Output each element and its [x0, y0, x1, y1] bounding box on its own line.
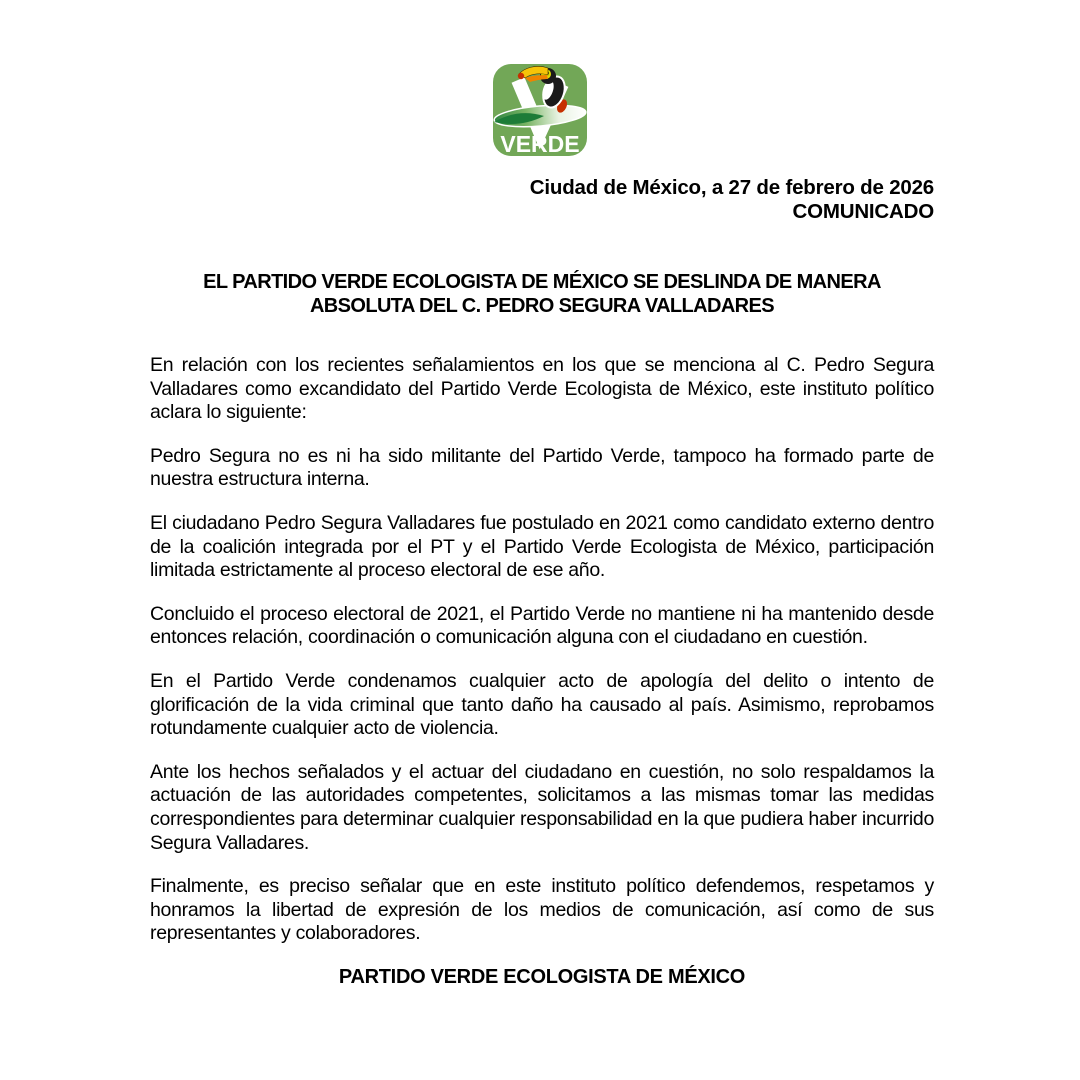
- paragraph-7: Finalmente, es preciso señalar que en este instituto político defendemos, respetamos y honramos la libertad de expresión de los medios de comunicación, así como de sus representantes y colaboradores.: [150, 875, 934, 945]
- paragraph-3: El ciudadano Pedro Segura Valladares fue postulado en 2021 como candidato externo dentro de la coalición integrada por el PT y el Partido Verde Ecologista de México, participación limitada estrictamente al proceso electoral de ese año.: [150, 511, 934, 582]
- paragraph-6: Ante los hechos señalados y el actuar del ciudadano en cuestión, no solo respaldamos la actuación de las autoridades competentes, solicitamos a las mismas tomar las medidas correspondientes para determinar cualquier responsabilidad en la que pudiera haber incurrido Segura Valladares.: [150, 760, 934, 854]
- title-line-2: ABSOLUTA DEL C. PEDRO SEGURA VALLADARES: [309, 295, 775, 317]
- logo-wordmark: VERDE: [500, 131, 580, 157]
- document-title: [150, 270, 934, 318]
- verde-party-logo-icon: [492, 62, 588, 158]
- paragraph-2: Pedro Segura no es ni ha sido militante del Partido Verde, tampoco ha formado parte de nuestra estructura interna.: [150, 444, 934, 491]
- dateline: Ciudad de México, a 27 de febrero de 2026: [529, 176, 934, 199]
- document-header: [150, 176, 934, 224]
- document-body: [150, 354, 934, 946]
- paragraph-5: En el Partido Verde condenamos cualquier acto de apología del delito o intento de glorificación de la vida criminal que tanto daño ha causado al país. Asimismo, reprobamos rotundamente cualquier acto de violencia.: [150, 669, 934, 740]
- document-content: [150, 176, 934, 989]
- toucan-beak-tip: [518, 73, 524, 79]
- paragraph-1: En relación con los recientes señalamientos en los que se menciona al C. Pedro Segura Valladares como excandidato del Partido Verde Ecologista de México, este instituto político aclara lo siguiente:: [150, 354, 934, 424]
- party-logo: [0, 0, 1080, 158]
- title-line-1: EL PARTIDO VERDE ECOLOGISTA DE MÉXICO SE DESLINDA DE MANERA: [203, 271, 881, 293]
- paragraph-4: Concluido el proceso electoral de 2021, el Partido Verde no mantiene ni ha mantenido desde entonces relación, coordinación o comunicación alguna con el ciudadano en cuestión.: [150, 602, 934, 649]
- document-type-label: COMUNICADO: [792, 200, 934, 223]
- signature-line: PARTIDO VERDE ECOLOGISTA DE MÉXICO: [338, 965, 746, 988]
